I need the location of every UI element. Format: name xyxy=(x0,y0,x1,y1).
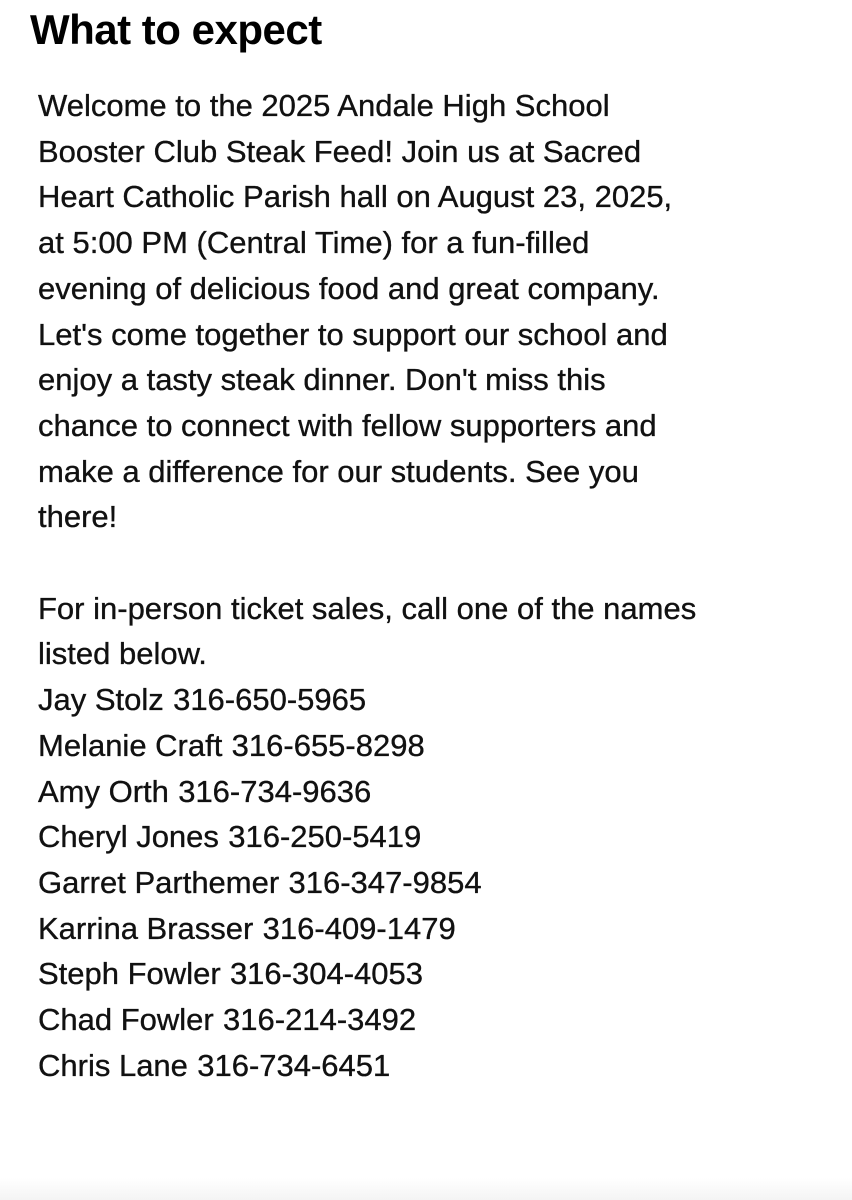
event-description: Welcome to the 2025 Andale High School Booster Club Steak Feed! Join us at Sacred Heart Catholic Parish hall on August 23, 2025, at 5:00 PM (Central Time) for a fun-filled evening of delicious food and great company. Let's come together to support our school and enjoy a tasty steak dinner. Don't miss this chance to connect with fellow supporters and make a difference for our students. See you there! xyxy=(38,88,673,535)
contact-phone[interactable]: 316-650-5965 xyxy=(173,682,367,718)
contact-item xyxy=(38,951,838,997)
contact-item xyxy=(38,997,838,1043)
contact-phone[interactable]: 316-304-4053 xyxy=(229,956,423,992)
contact-item xyxy=(38,723,838,769)
contact-name: Steph Fowler xyxy=(38,956,221,992)
contact-phone[interactable]: 316-734-9636 xyxy=(178,773,372,809)
contact-name: Jay Stolz xyxy=(38,682,164,718)
section-heading: What to expect xyxy=(30,6,322,53)
contact-phone[interactable]: 316-409-1479 xyxy=(262,910,456,946)
description-body xyxy=(38,83,838,1088)
contact-item xyxy=(38,769,838,815)
ticket-instructions: For in-person ticket sales, call one of the names listed below. xyxy=(38,590,697,672)
contact-phone[interactable]: 316-734-6451 xyxy=(197,1047,391,1083)
contact-name: Chris Lane xyxy=(38,1047,188,1083)
contact-item xyxy=(38,1043,838,1089)
contact-name: Chad Fowler xyxy=(38,1002,214,1038)
contact-phone[interactable]: 316-347-9854 xyxy=(288,864,482,900)
contact-item xyxy=(38,906,838,952)
contact-name: Amy Orth xyxy=(38,773,169,809)
contact-phone[interactable]: 316-250-5419 xyxy=(228,819,422,855)
contact-list xyxy=(38,677,838,1088)
contact-item xyxy=(38,677,838,723)
contact-name: Garret Parthemer xyxy=(38,864,280,900)
paragraph-spacer xyxy=(38,540,838,586)
contact-phone[interactable]: 316-214-3492 xyxy=(223,1002,417,1038)
contact-name: Karrina Brasser xyxy=(38,910,254,946)
contact-name: Cheryl Jones xyxy=(38,819,219,855)
contact-item xyxy=(38,814,838,860)
contact-name: Melanie Craft xyxy=(38,727,223,763)
contact-item xyxy=(38,860,838,906)
bottom-edge-shade xyxy=(0,1178,852,1200)
contact-phone[interactable]: 316-655-8298 xyxy=(231,727,425,763)
